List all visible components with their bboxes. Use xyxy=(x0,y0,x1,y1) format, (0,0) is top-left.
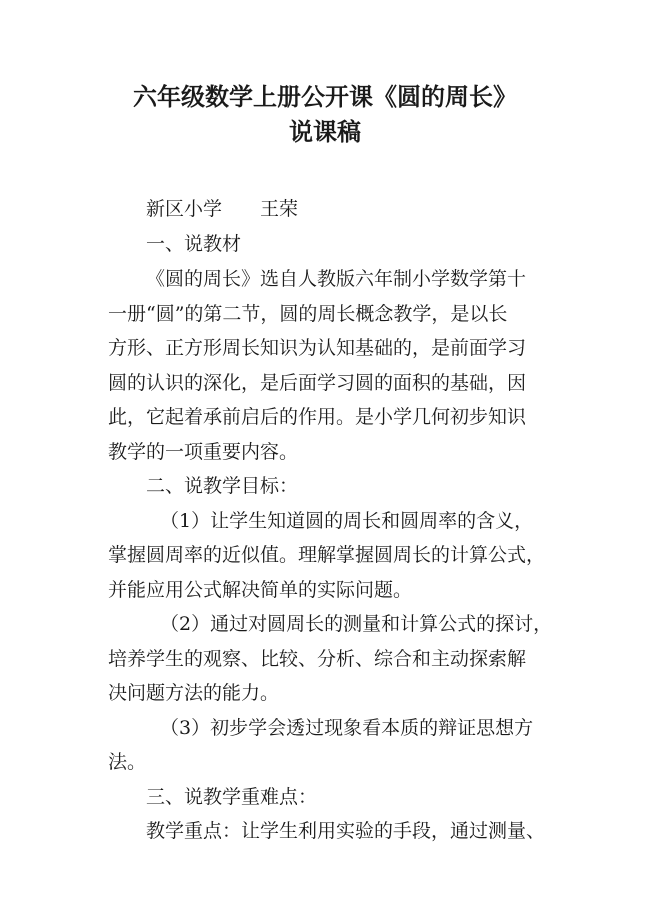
paragraph-line: 此，它起着承前启后的作用。是小学几何初步知识 xyxy=(108,406,527,428)
paragraph-line: 教学的一项重要内容。 xyxy=(108,441,299,463)
paragraph-line: 圆的认识的深化，是后面学习圆的面积的基础，因 xyxy=(108,372,527,394)
document-subtitle: 说课稿 xyxy=(289,118,361,146)
goal-3-line: （3）初步学会透过现象看本质的辩证思想方 xyxy=(160,717,534,739)
section-heading-teaching-goals: 二、说教学目标： xyxy=(146,475,299,497)
section-heading-key-difficulties: 三、说教学重难点： xyxy=(146,786,318,808)
goal-2-line: 培养学生的观察、比较、分析、综合和主动探索解 xyxy=(108,648,527,670)
paragraph-line: 《圆的周长》选自人教版六年制小学数学第十 xyxy=(146,268,527,290)
goal-2-line: 决问题方法的能力。 xyxy=(108,682,280,704)
author-line: 新区小学 王荣 xyxy=(146,198,299,220)
key-point-line: 教学重点：让学生利用实验的手段，通过测量、 xyxy=(146,820,546,842)
section-heading-teaching-material: 一、说教材 xyxy=(146,233,242,255)
paragraph-line: 方形、正方形周长知识为认知基础的，是前面学习 xyxy=(108,337,527,359)
goal-1-line: 并能应用公式解决简单的实际问题。 xyxy=(108,579,413,601)
goal-3-line: 法。 xyxy=(108,751,147,773)
paragraph-line: 一册“圆”的第二节，圆的周长概念教学，是以长 xyxy=(108,303,508,325)
document-title: 六年级数学上册公开课《圆的周长》 xyxy=(133,83,517,111)
goal-1-line: 掌握圆周率的近似值。理解掌握圆周长的计算公式， xyxy=(108,544,546,566)
goal-2-line: （2）通过对圆周长的测量和计算公式的探讨， xyxy=(160,613,553,635)
goal-1-line: （1）让学生知道圆的周长和圆周率的含义， xyxy=(160,510,534,532)
